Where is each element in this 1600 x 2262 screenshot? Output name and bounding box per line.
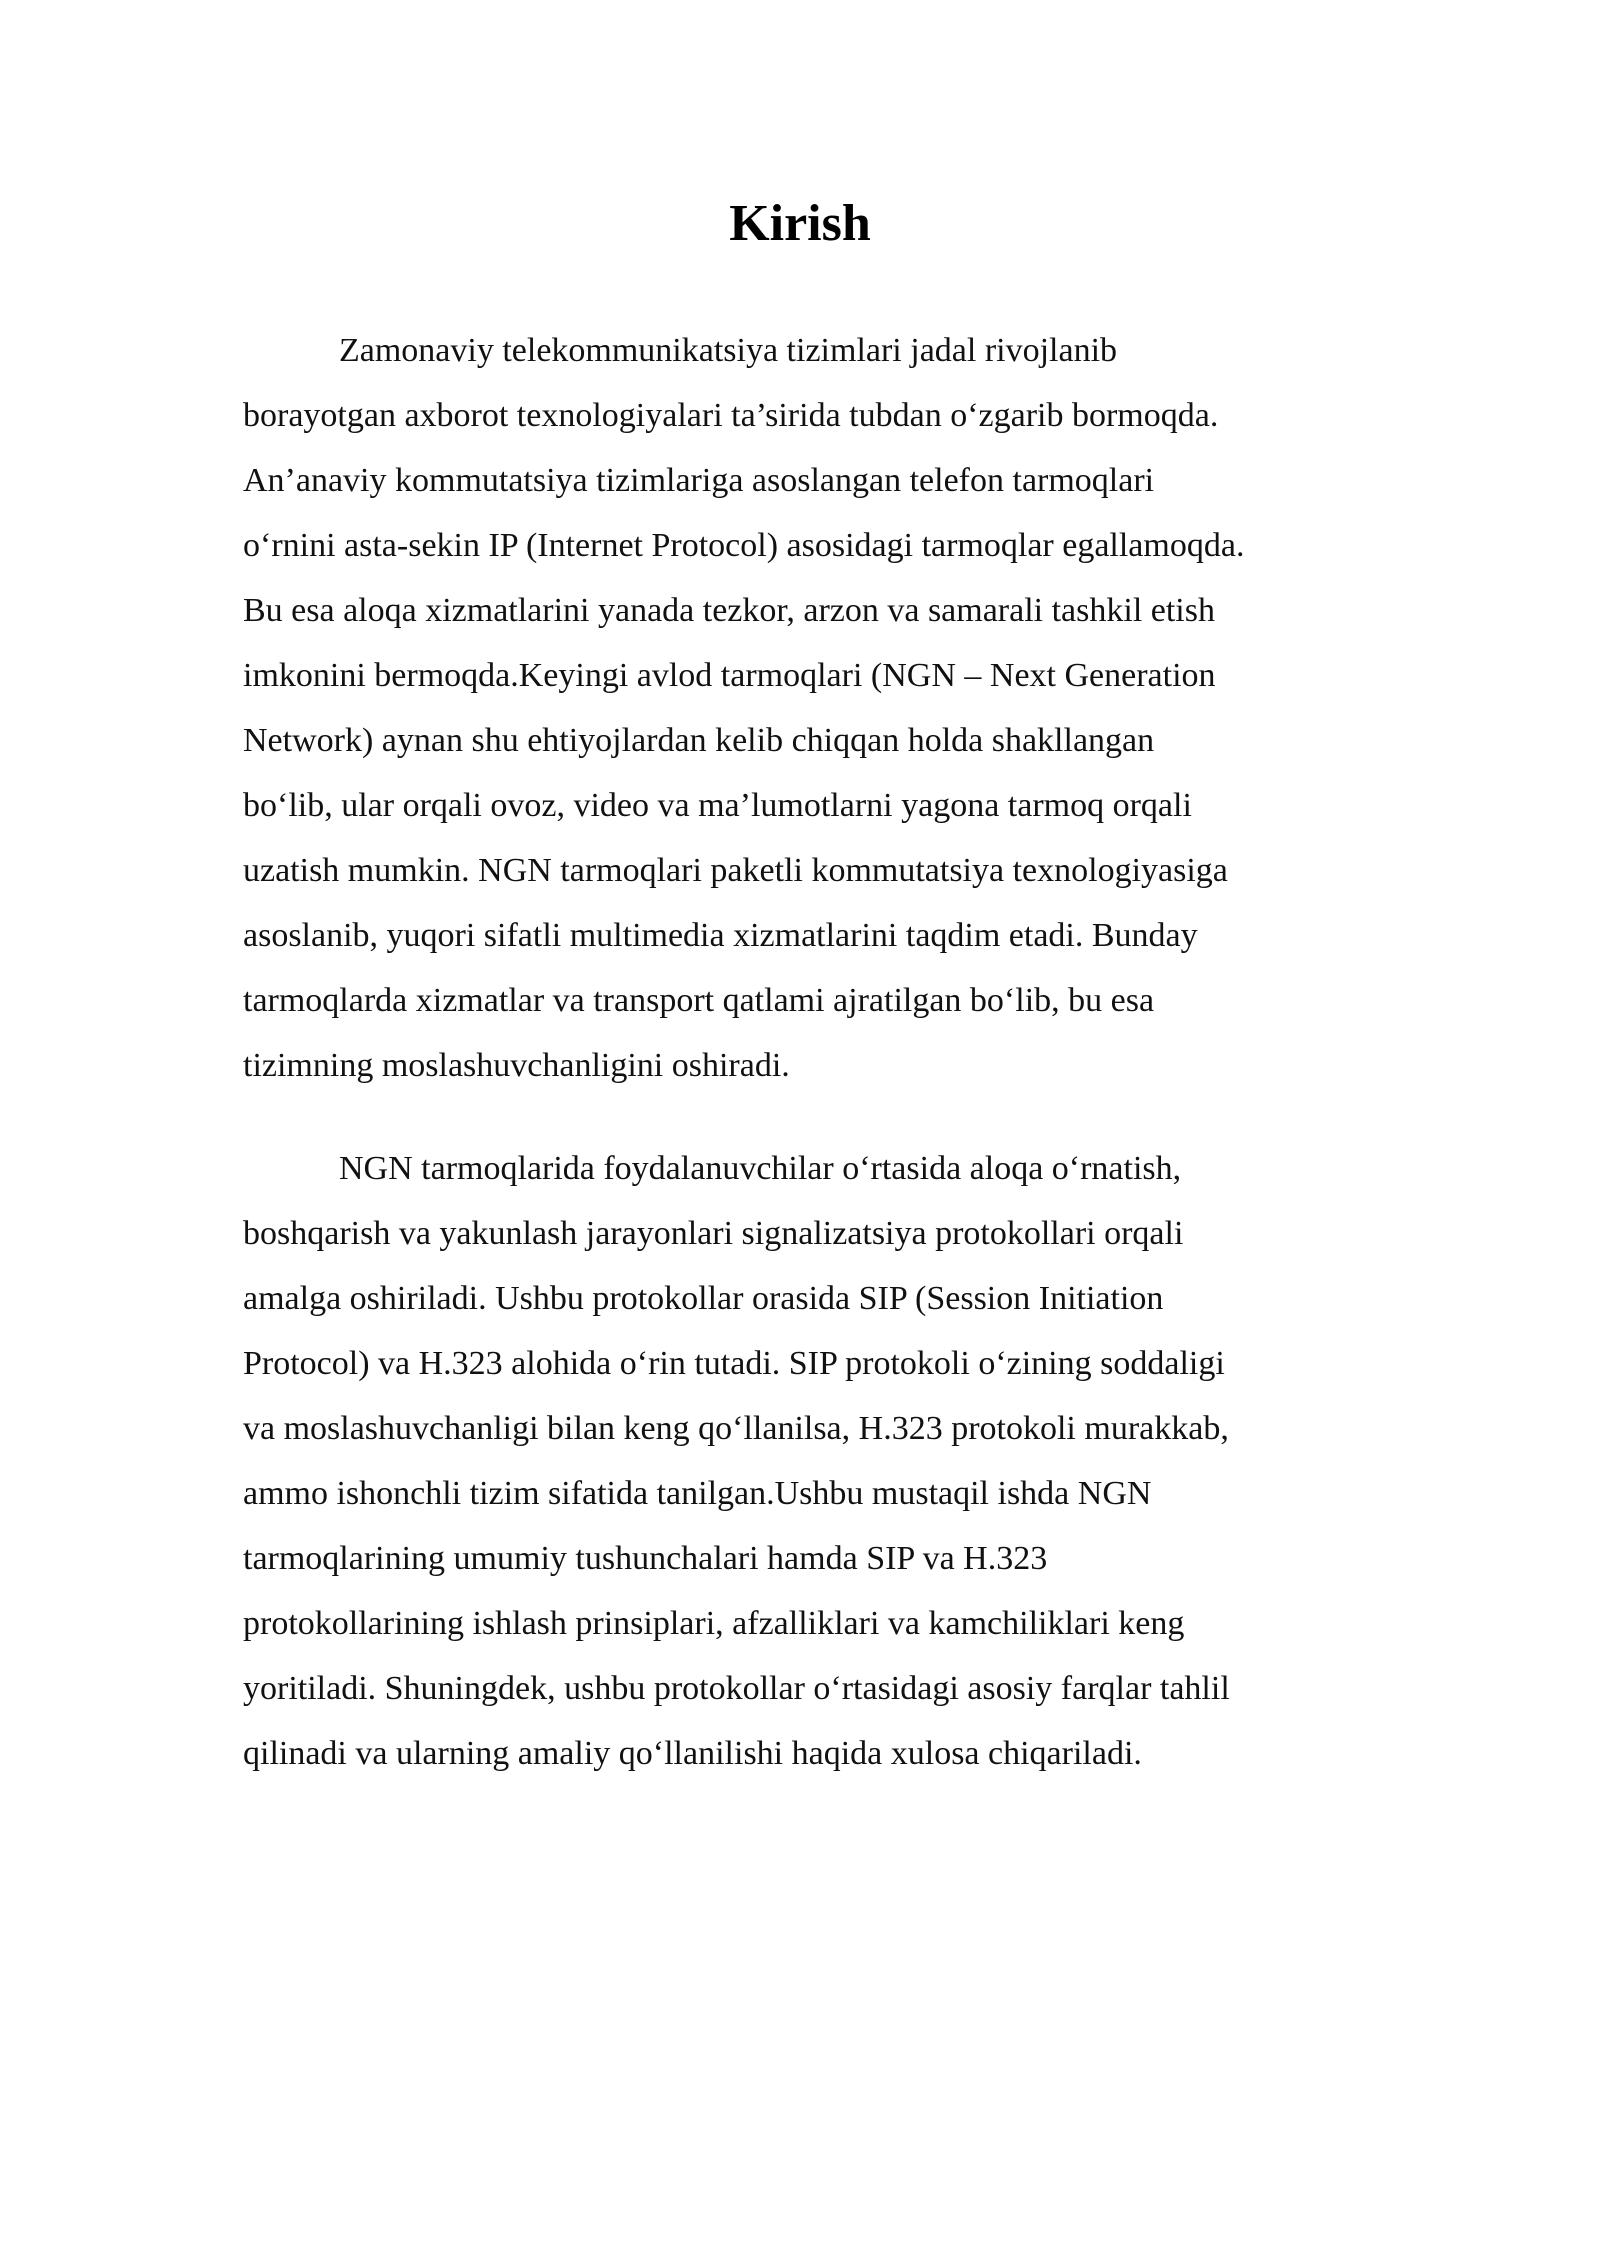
text-line: NGN tarmoqlarida foydalanuvchilar o‘rtasida aloqa o‘rnatish, <box>339 1150 1182 1187</box>
text-line: uzatish mumkin. NGN tarmoqlari paketli kommutatsiya texnologiyasiga <box>243 852 1228 889</box>
paragraph-spacer <box>243 1098 1373 1136</box>
text-line: asoslanib, yuqori sifatli multimedia xizmatlarini taqdim etadi. Bunday <box>243 917 1198 954</box>
paragraph-1 <box>243 318 1373 1098</box>
text-line: An’anaviy kommutatsiya tizimlariga asoslangan telefon tarmoqlari <box>243 462 1155 499</box>
text-line: tarmoqlarining umumiy tushunchalari hamda SIP va H.323 <box>243 1540 1048 1577</box>
text-line: tizimning moslashuvchanligini oshiradi. <box>243 1047 790 1084</box>
paragraph-2 <box>243 1136 1373 1786</box>
text-line: bo‘lib, ular orqali ovoz, video va ma’lumotlarni yagona tarmoq orqali <box>243 787 1192 824</box>
text-line: boshqarish va yakunlash jarayonlari signalizatsiya protokollari orqali <box>243 1215 1184 1252</box>
document-body <box>243 318 1373 1786</box>
page-title: Kirish <box>729 195 871 252</box>
text-line: Protocol) va H.323 alohida o‘rin tutadi. SIP protokoli o‘zining soddaligi <box>243 1345 1225 1382</box>
text-line: va moslashuvchanligi bilan keng qo‘llanilsa, H.323 protokoli murakkab, <box>243 1410 1229 1447</box>
text-line: Zamonaviy telekommunikatsiya tizimlari jadal rivojlanib <box>339 332 1118 369</box>
text-line: protokollarining ishlash prinsiplari, afzalliklari va kamchiliklari keng <box>243 1605 1185 1642</box>
text-line: Bu esa aloqa xizmatlarini yanada tezkor, arzon va samarali tashkil etish <box>243 592 1215 629</box>
text-line: ammo ishonchli tizim sifatida tanilgan.Ushbu mustaqil ishda NGN <box>243 1475 1152 1512</box>
text-line: Network) aynan shu ehtiyojlardan kelib chiqqan holda shakllangan <box>243 722 1155 759</box>
text-line: yoritiladi. Shuningdek, ushbu protokollar o‘rtasidagi asosiy farqlar tahlil <box>243 1670 1230 1707</box>
text-line: tarmoqlarda xizmatlar va transport qatlami ajratilgan bo‘lib, bu esa <box>243 982 1155 1019</box>
text-line: o‘rnini asta-sekin IP (Internet Protocol) asosidagi tarmoqlar egallamoqda. <box>243 527 1245 564</box>
text-line: imkonini bermoqda.Keyingi avlod tarmoqlari (NGN – Next Generation <box>243 657 1216 694</box>
text-line: borayotgan axborot texnologiyalari ta’sirida tubdan o‘zgarib bormoqda. <box>243 397 1219 434</box>
text-line: qilinadi va ularning amaliy qo‘llanilishi haqida xulosa chiqariladi. <box>243 1735 1142 1772</box>
text-line: amalga oshiriladi. Ushbu protokollar orasida SIP (Session Initiation <box>243 1280 1164 1317</box>
